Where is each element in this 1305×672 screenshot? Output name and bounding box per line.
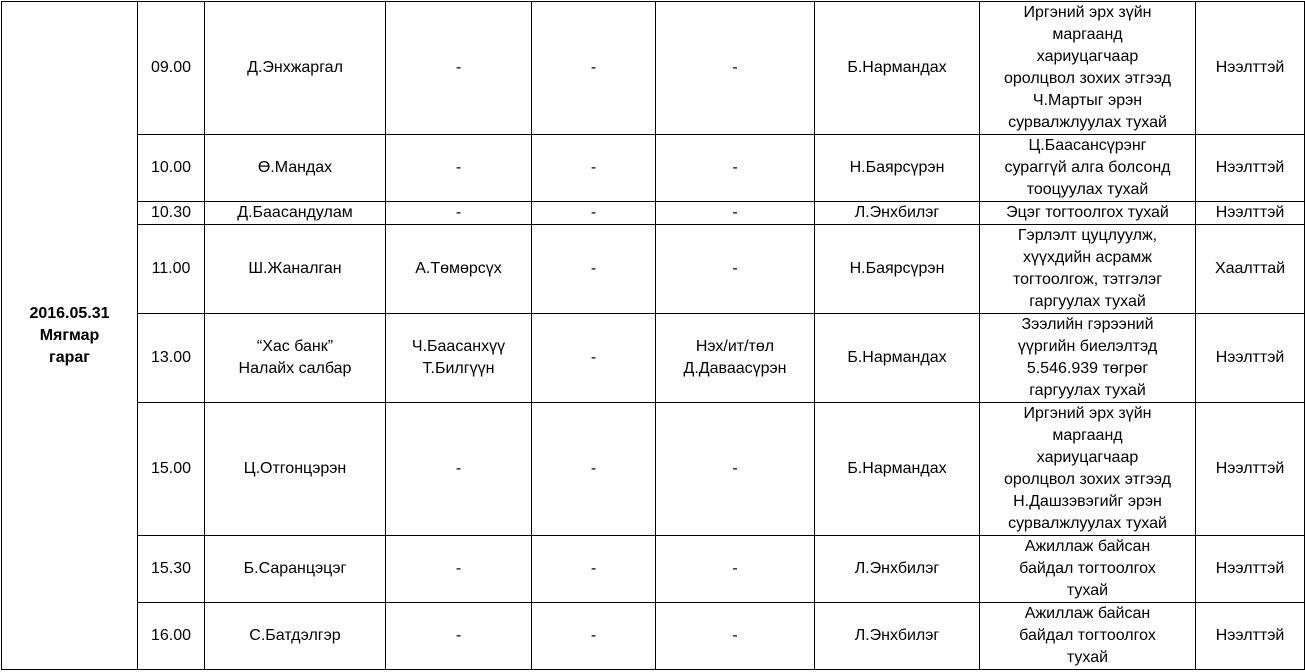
judge-cell: Н.Баярсүрэн (815, 135, 980, 202)
participant-cell: Ч.Баасанхүү Т.Билгүүн (386, 314, 532, 403)
time-cell: 15.30 (138, 536, 205, 603)
hearing-status-cell: Хаалттай (1196, 225, 1305, 314)
party-cell: Д.Баасандулам (205, 202, 386, 225)
time-cell: 10.00 (138, 135, 205, 202)
third-party-cell: - (532, 202, 656, 225)
hearing-status-cell: Нээлттэй (1196, 2, 1305, 135)
party-cell: Б.Саранцэцэг (205, 536, 386, 603)
judge-cell: Б.Нармандах (815, 314, 980, 403)
hearing-schedule-table (1, 1, 1305, 670)
third-party-cell: - (532, 314, 656, 403)
case-subject-cell: Иргэний эрх зүйн маргаанд хариуцагчаар оролцвол зохих этгээд Ч.Мартыг эрэн сурвалжлуулах тухай (980, 2, 1196, 135)
hearing-date: 2016.05.31 (29, 304, 110, 322)
representative-cell: - (656, 2, 815, 135)
third-party-cell: - (532, 536, 656, 603)
hearing-weekday-suffix: гараг (49, 348, 90, 366)
table-row (2, 2, 1305, 135)
third-party-cell: - (532, 135, 656, 202)
hearing-status-cell: Нээлттэй (1196, 135, 1305, 202)
party-cell: Д.Энхжаргал (205, 2, 386, 135)
hearing-weekday: Мягмар (39, 326, 100, 344)
participant-cell: - (386, 536, 532, 603)
time-cell: 13.00 (138, 314, 205, 403)
table-row (2, 536, 1305, 603)
third-party-cell: - (532, 225, 656, 314)
participant-cell: - (386, 403, 532, 536)
judge-cell: Н.Баярсүрэн (815, 225, 980, 314)
judge-cell: Б.Нармандах (815, 2, 980, 135)
party-cell: “Хас банк” Налайх салбар (205, 314, 386, 403)
time-cell: 16.00 (138, 603, 205, 670)
hearing-status-cell: Нээлттэй (1196, 314, 1305, 403)
time-cell: 09.00 (138, 2, 205, 135)
representative-cell: - (656, 202, 815, 225)
judge-cell: Б.Нармандах (815, 403, 980, 536)
representative-cell: - (656, 603, 815, 670)
table-row (2, 135, 1305, 202)
hearing-status-cell: Нээлттэй (1196, 536, 1305, 603)
table-row (2, 225, 1305, 314)
case-subject-cell: Гэрлэлт цуцлуулж, хүүхдийн асрамж тогтоолгож, тэтгэлэг гаргуулах тухай (980, 225, 1196, 314)
participant-cell: - (386, 202, 532, 225)
party-cell: С.Батдэлгэр (205, 603, 386, 670)
time-cell: 10.30 (138, 202, 205, 225)
case-subject-cell: Эцэг тогтоолгох тухай (980, 202, 1196, 225)
representative-cell: Нэх/ит/төл Д.Даваасүрэн (656, 314, 815, 403)
party-cell: Ш.Жаналган (205, 225, 386, 314)
third-party-cell: - (532, 603, 656, 670)
case-subject-cell: Зээлийн гэрээний үүргийн биелэлтэд 5.546.939 төгрөг гаргуулах тухай (980, 314, 1196, 403)
table-row (2, 403, 1305, 536)
party-cell: Ц.Отгонцэрэн (205, 403, 386, 536)
representative-cell: - (656, 225, 815, 314)
hearing-status-cell: Нээлттэй (1196, 202, 1305, 225)
time-cell: 11.00 (138, 225, 205, 314)
representative-cell: - (656, 536, 815, 603)
table-row (2, 202, 1305, 225)
case-subject-cell: Ц.Баасансүрэнг сураггүй алга болсонд тооцуулах тухай (980, 135, 1196, 202)
judge-cell: Л.Энхбилэг (815, 202, 980, 225)
representative-cell: - (656, 135, 815, 202)
hearing-date-cell (2, 2, 138, 670)
case-subject-cell: Ажиллаж байсан байдал тогтоолгох тухай (980, 536, 1196, 603)
participant-cell: - (386, 2, 532, 135)
case-subject-cell: Иргэний эрх зүйн маргаанд хариуцагчаар оролцвол зохих этгээд Н.Дашзэвэгийг эрэн сурвалжлуулах тухай (980, 403, 1196, 536)
hearing-status-cell: Нээлттэй (1196, 603, 1305, 670)
table-row (2, 603, 1305, 670)
time-cell: 15.00 (138, 403, 205, 536)
case-subject-cell: Ажиллаж байсан байдал тогтоолгох тухай (980, 603, 1196, 670)
party-cell: Ө.Мандах (205, 135, 386, 202)
representative-cell: - (656, 403, 815, 536)
third-party-cell: - (532, 2, 656, 135)
hearing-status-cell: Нээлттэй (1196, 403, 1305, 536)
participant-cell: - (386, 603, 532, 670)
participant-cell: А.Төмөрсүх (386, 225, 532, 314)
participant-cell: - (386, 135, 532, 202)
table-row (2, 314, 1305, 403)
judge-cell: Л.Энхбилэг (815, 536, 980, 603)
judge-cell: Л.Энхбилэг (815, 603, 980, 670)
third-party-cell: - (532, 403, 656, 536)
